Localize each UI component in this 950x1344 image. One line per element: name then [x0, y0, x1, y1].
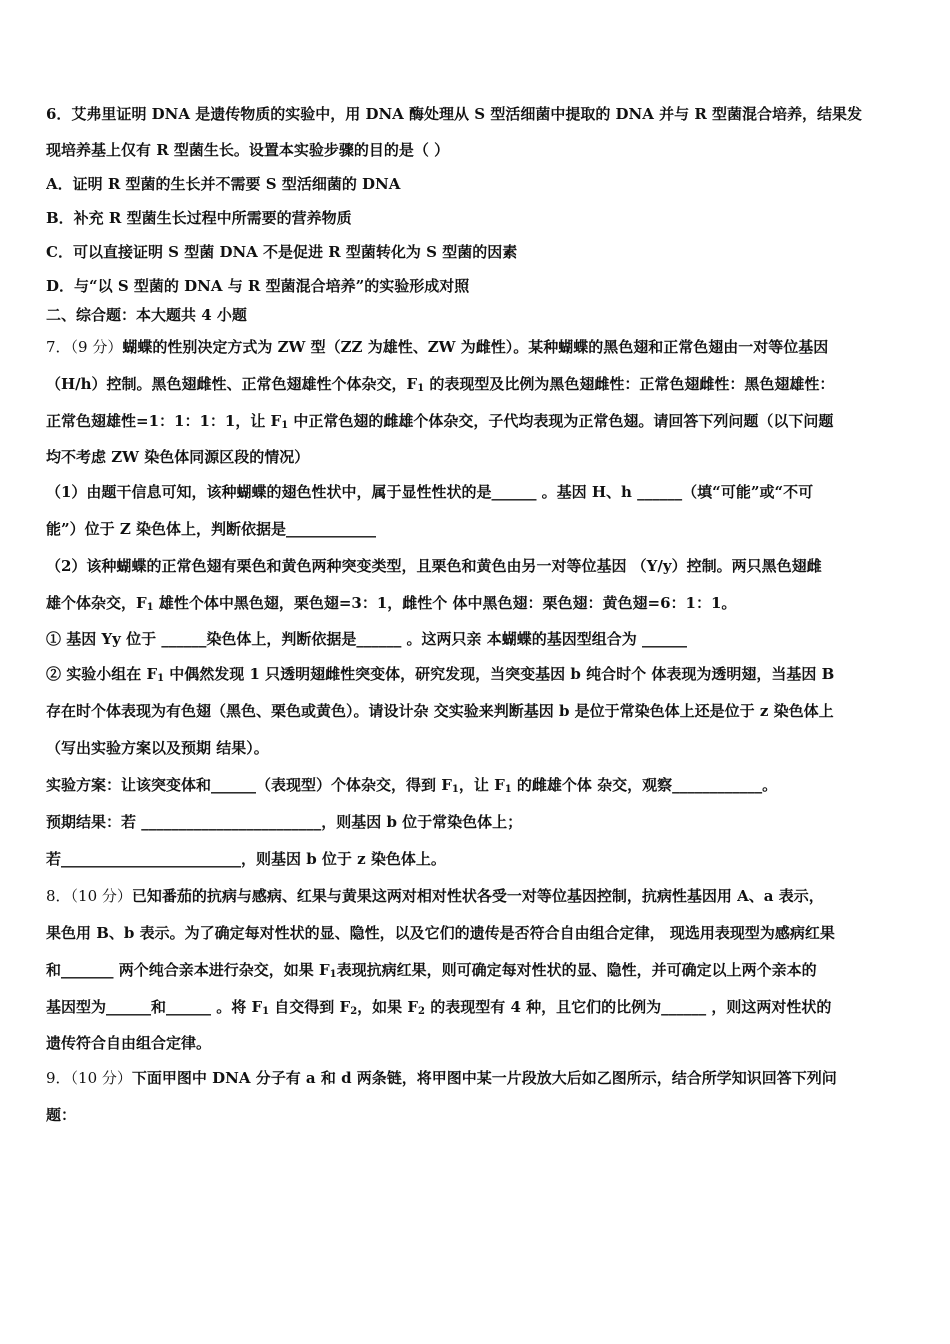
- q7-stem-text-1: 蝴蝶的性别决定方式为 ZW 型（ZZ 为雄性、ZW 为雌性）。某种蝴蝶的黑色翅和正常色翅由一对等位基因: [122, 338, 829, 356]
- q7-number-score: 7．（9 分）: [46, 338, 123, 356]
- q6-option-b-text: B．补充 R 型菌生长过程中所需要的营养物质: [46, 209, 352, 227]
- q7-stem-sub-2: 1: [417, 383, 425, 394]
- q7-sub2-text-1b: 中偶然发现 1 只透明翅雌性突变体，研究发现，当突变基因 b 纯合时个 体表现为透明翅，当基因 B: [164, 665, 835, 683]
- q8-number-score: 8．（10 分）: [46, 887, 132, 905]
- q7-stem-text-2b: 的表现型及比例为黑色翅雌性：正常色翅雌性：黑色翅雄性：: [424, 375, 835, 393]
- q7-part1-line-2: [46, 511, 908, 548]
- q7-sub2-line-2: [46, 693, 908, 730]
- q8-stem-sub-4b: 2: [350, 1006, 358, 1017]
- q6-option-c-text: C．可以直接证明 S 型菌 DNA 不是促进 R 型菌转化为 S 型菌的因素: [46, 243, 518, 261]
- q8-stem-text-4d: 的表现型有 4 种，且它们的比例为______ ，则这两对性状的: [425, 998, 832, 1016]
- q7-part2-text-2b: 雄性个体中黑色翅，栗色翅=3：1，雌性个 体中黑色翅：栗色翅：黄色翅=6：1：1。: [153, 594, 737, 612]
- q8-stem-sub-3: 1: [329, 969, 337, 980]
- q7-plan-sub-1: 1: [451, 784, 459, 795]
- q8-stem-text-4c: ，如果 F: [357, 998, 419, 1016]
- q7-result-line-2: [46, 841, 908, 878]
- q8-stem-sub-4c: 2: [418, 1006, 425, 1017]
- q6-stem-text-1: 6．艾弗里证明 DNA 是遗传物质的实验中，用 DNA 酶处理从 S 型活细菌中提取的 DNA 并与 R 型菌混合培养，结果发: [46, 105, 863, 123]
- q7-result-text-1: 预期结果：若 ________________________，则基因 b 位于常染色体上；: [46, 813, 523, 831]
- q7-sub2-text-2: 存在时个体表现为有色翅（黑色、栗色或黄色）。请设计杂 交实验来判断基因 b 是位于常染色体上还是位于 z 染色体上: [46, 702, 834, 720]
- q7-stem-line-1: [46, 329, 908, 366]
- q6-option-b: [46, 201, 908, 235]
- q6-stem-line-1: [46, 96, 908, 133]
- q8-stem-text-5: 遗传符合自由组合定律。: [46, 1034, 212, 1052]
- q7-result-line-1: [46, 804, 908, 841]
- q9-stem-line-2: [46, 1097, 908, 1134]
- q6-option-a: [46, 167, 908, 201]
- q7-stem-sub-3: 1: [281, 420, 289, 431]
- q7-stem-text-3b: 中正常色翅的雌雄个体杂交，子代均表现为正常色翅。请回答下列问题（以下问题: [288, 412, 834, 430]
- q7-part2-line-2: [46, 585, 908, 622]
- q8-stem-line-3: [46, 952, 908, 989]
- q8-stem-text-3b: 表现抗病红果，则可确定每对性状的显、隐性，并可确定以上两个亲本的: [336, 961, 817, 979]
- q7-sub2-sub: 1: [157, 673, 165, 684]
- q7-sub2-text-1a: ② 实验小组在 F: [46, 665, 158, 683]
- q7-part2-text-1: （2）该种蝴蝶的正常色翅有栗色和黄色两种突变类型，且栗色和黄色由另一对等位基因 （Y/y）控制。两只黑色翅雌: [46, 557, 822, 575]
- q7-part1-text-2: 能”）位于 Z 染色体上，判断依据是____________: [46, 520, 377, 538]
- q8-stem-text-1: 已知番茄的抗病与感病、红果与黄果这两对相对性状各受一对等位基因控制，抗病性基因用 A、a 表示，: [131, 887, 824, 905]
- section-heading-text: 二、综合题：本大题共 4 小题: [46, 306, 247, 324]
- q7-sub2-line-1: [46, 656, 908, 693]
- q8-stem-text-3a: 和_______ 两个纯合亲本进行杂交，如果 F: [46, 961, 330, 979]
- q6-stem-text-2: 现培养基上仅有 R 型菌生长。设置本实验步骤的目的是（ ）: [46, 141, 450, 159]
- q7-sub2-line-3: [46, 730, 908, 767]
- q8-stem-line-4: [46, 989, 908, 1026]
- q6-option-c: [46, 235, 908, 269]
- q7-result-text-2: 若________________________，则基因 b 位于 z 染色体上。: [46, 850, 446, 868]
- q9-stem-text-1: 下面甲图中 DNA 分子有 a 和 d 两条链，将甲图中某一片段放大后如乙图所示，结合所学知识回答下列问: [131, 1069, 837, 1087]
- q8-stem-line-2: [46, 915, 908, 952]
- q9-stem-line-1: [46, 1060, 908, 1097]
- q7-sub1-line: [46, 622, 908, 656]
- q7-stem-line-4: [46, 440, 908, 474]
- q8-stem-sub-4a: 1: [262, 1006, 270, 1017]
- q7-stem-line-3: [46, 403, 908, 440]
- q7-part1-text-1: （1）由题干信息可知，该种蝴蝶的翅色性状中，属于显性性状的是______ 。基因 H、h ______（填“可能”或“不可: [46, 483, 814, 501]
- q7-part2-text-2a: 雄个体杂交，F: [46, 594, 147, 612]
- section-heading: [46, 301, 908, 329]
- q7-part1-line-1: [46, 474, 908, 511]
- q8-stem-text-4a: 基因型为______和______ 。将 F: [46, 998, 263, 1016]
- q7-stem-text-4: 均不考虑 ZW 染色体同源区段的情况）: [46, 448, 310, 466]
- q7-plan-line: [46, 767, 908, 804]
- q7-part2-line-1: [46, 548, 908, 585]
- q7-stem-text-2a: （H/h）控制。黑色翅雌性、正常色翅雄性个体杂交，F: [46, 375, 418, 393]
- q6-option-d-text: D．与“以 S 型菌的 DNA 与 R 型菌混合培养”的实验形成对照: [46, 277, 470, 295]
- q7-plan-text-c: 的雌雄个体 杂交，观察____________。: [511, 776, 778, 794]
- q6-option-a-text: A．证明 R 型菌的生长并不需要 S 型活细菌的 DNA: [46, 175, 401, 193]
- q7-stem-text-3a: 正常色翅雄性=1：1：1：1，让 F: [46, 412, 282, 430]
- q7-stem-line-2: [46, 366, 908, 403]
- q8-stem-text-4b: 自交得到 F: [269, 998, 351, 1016]
- q7-sub1-text: ① 基因 Yy 位于 ______染色体上，判断依据是______ 。这两只亲 本蝴蝶的基因型组合为 ______: [46, 630, 687, 648]
- q7-plan-sub-2: 1: [504, 784, 512, 795]
- q7-plan-text-b: ，让 F: [458, 776, 505, 794]
- q7-plan-text-a: 实验方案：让该突变体和______（表现型）个体杂交，得到 F: [46, 776, 452, 794]
- q7-sub2-text-3: （写出实验方案以及预期 结果）。: [46, 739, 269, 757]
- q6-stem-line-2: [46, 133, 908, 167]
- document-page: [46, 96, 908, 1134]
- q9-number-score: 9．（10 分）: [46, 1069, 132, 1087]
- q6-option-d: [46, 269, 908, 303]
- q7-part2-sub: 1: [146, 602, 154, 613]
- q9-stem-text-2: 题：: [46, 1106, 77, 1124]
- q8-stem-line-5: [46, 1026, 908, 1060]
- q8-stem-line-1: [46, 878, 908, 915]
- q8-stem-text-2: 果色用 B、b 表示。为了确定每对性状的显、隐性，以及它们的遗传是否符合自由组合定律， 现选用表现型为感病红果: [46, 924, 835, 942]
